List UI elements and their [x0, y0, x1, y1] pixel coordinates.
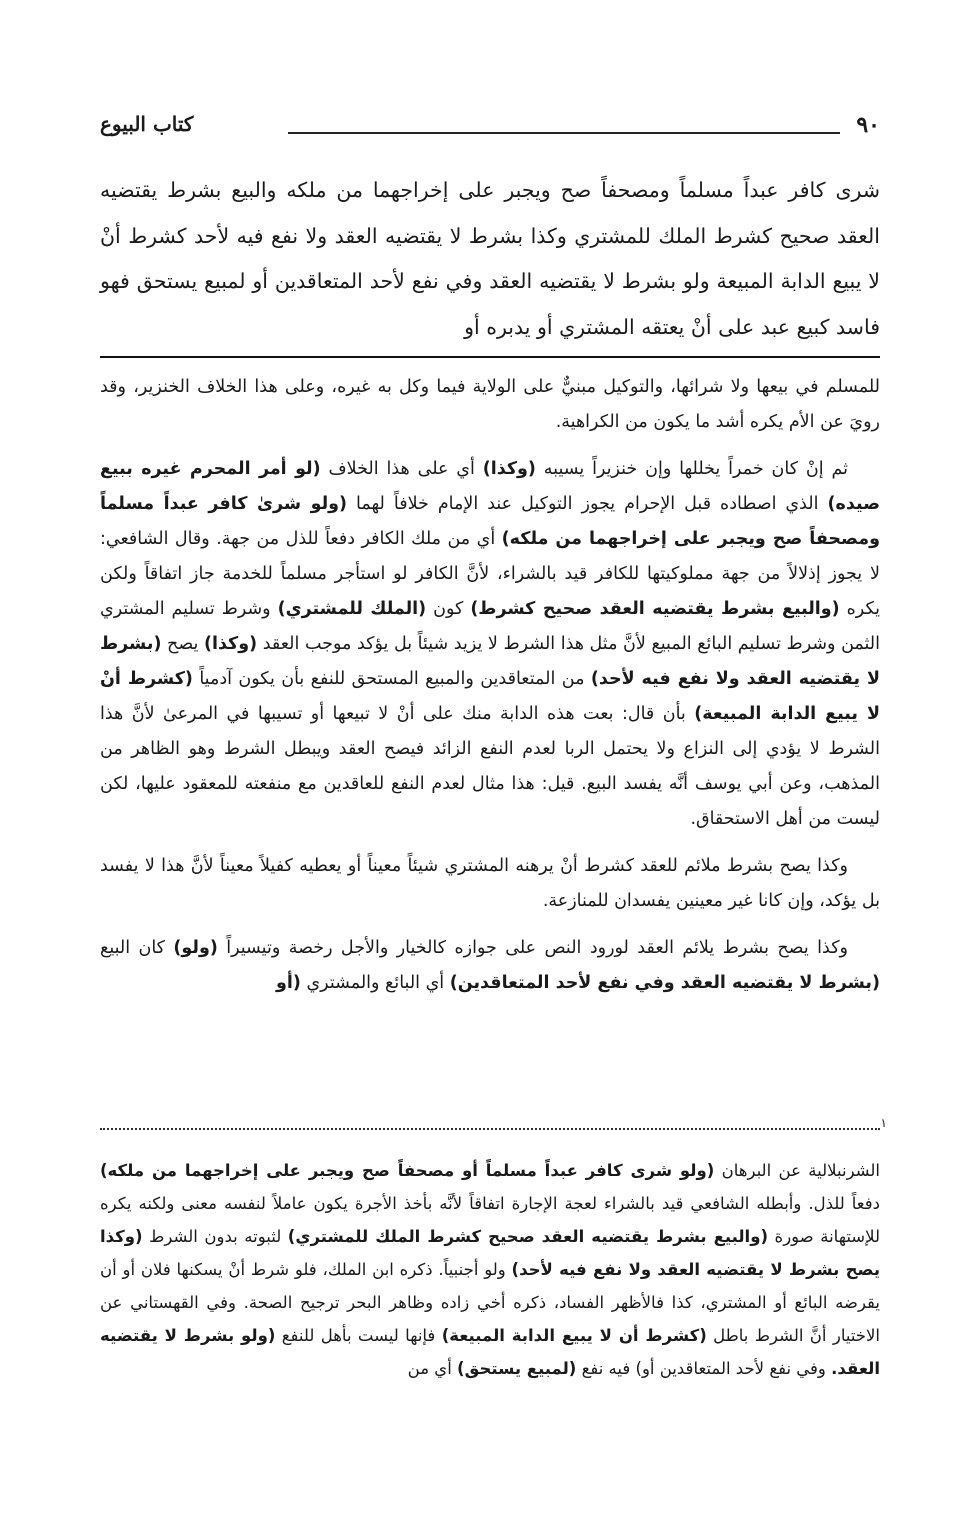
commentary — [100, 370, 880, 1013]
running-title: كتاب البيوع — [100, 112, 194, 136]
page-number: ٩٠ — [856, 112, 880, 138]
commentary-paragraph-2: ثم إنْ كان خمراً يخللها وإن خنزيراً يسيبه (وكذا) أي على هذا الخلاف (لو أمر المحرم غيره ببيع صيده) الذي اصطاده قبل الإحرام يجوز التوكيل عند الإمام خلافاً لهما (ولو شرىٰ كافر عبداً مسلماً ومصحفاً صح ويجبر على إخراجهما من ملكه) أي من ملك الكافر دفعاً للذل من جهة. وقال الشافعي: لا يجوز إذلالاً من جهة مملوكيتها للكافر قيد بالشراء، لأنَّ الكافر لو استأجر مسلماً للخدمة جاز اتفاقاً ولكن يكره (والبيع بشرط يقتضيه العقد صحيح كشرط) كون (الملك للمشتري) وشرط تسليم المشتري الثمن وشرط تسليم البائع المبيع لأنَّ مثل هذا الشرط لا يزيد شيئاً بل يؤكد موجب العقد (وكذا) يصح (بشرط لا يقتضيه العقد ولا نفع فيه لأحد) من المتعاقدين والمبيع المستحق للنفع بأن يكون آدمياً (كشرط أنْ لا يبيع الدابة المبيعة) بأن قال: بعت هذه الدابة منك على أنْ لا تبيعها أو تسيبها في المرعىٰ لأنَّ هذا الشرط لا يؤدي إلى النزاع ولا يحتمل الربا لعدم النفع الزائد فيصح العقد ويبطل الشرط وهو الظاهر من المذهب، وعن أبي يوسف أنَّه يفسد البيع. قيل: هذا مثال لعدم النفع للعاقدين مع منفعته للمعقود عليها، لكن ليست من أهل الاستحقاق. — [100, 459, 881, 829]
secondary-commentary — [100, 1154, 880, 1385]
commentary-paragraph-1: للمسلم في بيعها ولا شرائها، والتوكيل مبنيٌّ على الولاية فيما وكل به غيره، وعلى هذا الخلاف الخنزير، وقد رويَ عن الأم يكره أشد ما يكون من الكراهية. — [100, 377, 880, 432]
notes-paragraph: الشرنبلالية عن البرهان (ولو شرى كافر عبداً مسلماً أو مصحفاً صح ويجبر على إخراجهما من ملكه) دفعاً للذل. وأبطله الشافعي قيد بالشراء لعجة الإجارة اتفاقاً لأنَّه بأخذ الأجرة يكون عاملاً لنفسه معنى ولكنه يكره للإستهانة صورة (والبيع بشرط يقتضيه العقد صحيح كشرط الملك للمشتري) لثبوته بدون الشرط (وكذا يصح بشرط لا يقتضيه العقد ولا نفع فيه لأحد) ولو أجنبياً. ذكره ابن الملك، فلو شرط أنْ يسكنها فلان أو أن يقرضه البائع أو المشتري، كذا فالأظهر الفساد، ذكره أخي زاده وظاهر البحر ترجيح الصحة. وفي القهستاني عن الاختيار أنَّ الشرط باطل (كشرط أن لا يبيع الدابة المبيعة) فإنها ليست بأهل للنفع (ولو بشرط لا يقتضيه العقد. وفي نفع لأحد المتعاقدين أو) فيه نفع (لمبيع يستحق) أي من — [100, 1161, 881, 1378]
main-text: شرى كافر عبداً مسلماً ومصحفاً صح ويجبر على إخراجهما من ملكه والبيع بشرط يقتضيه العقد صحيح كشرط الملك للمشتري وكذا بشرط لا يقتضيه العقد ولا نفع فيه لأحد كشرط أنْ لا يبيع الدابة المبيعة ولو بشرط لا يقتضيه العقد وفي نفع لأحد المتعاقدين أو لمبيع يستحق فهو فاسد كبيع عبد على أنْ يعتقه المشتري أو يدبره أو — [100, 178, 880, 339]
running-header — [100, 112, 880, 146]
main-text-divider — [100, 356, 880, 358]
commentary-paragraph-4: وكذا يصح بشرط يلائم العقد لورود النص على جوازه كالخيار والأجل رخصة وتيسيراً (ولو) كان البيع (بشرط لا يقتضيه العقد وفي نفع لأحد المتعاقدين) أي البائع والمشتري (أو — [100, 938, 880, 993]
footnote-mark: ١ — [880, 1116, 887, 1130]
dotted-divider — [100, 1128, 880, 1130]
commentary-paragraph-3: وكذا يصح بشرط ملائم للعقد كشرط أنْ يرهنه المشتري شيئاً معيناً أو يعطيه كفيلاً معيناً لأنَّ هذا لا يفسد بل يؤكد، وإن كانا غير معينين يفسدان للمنازعة. — [100, 856, 880, 911]
header-rule — [288, 132, 840, 134]
